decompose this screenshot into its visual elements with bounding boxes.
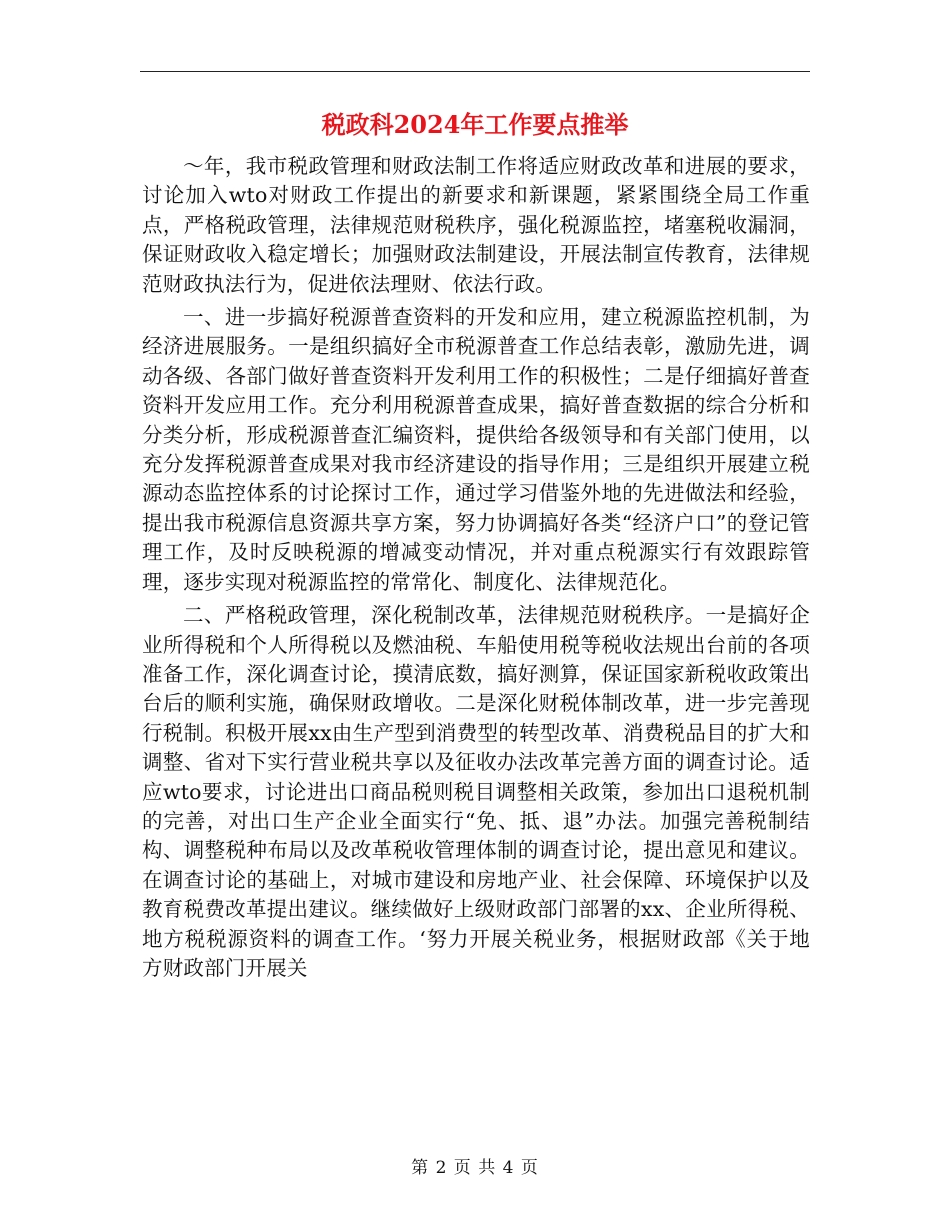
document-body	[142, 152, 810, 983]
paragraph-intro: ～年，我市税政管理和财政法制工作将适应财政改革和进展的要求，讨论加入wto对财政工作提出的新要求和新课题，紧紧围绕全局工作重点，严格税政管理，法律规范财税秩序，强化税源监控，堵塞税收漏洞，保证财政收入稳定增长；加强财政法制建设，开展法制宣传教育，法律规范财政执法行为，促进依法理财、依法行政。	[142, 154, 810, 296]
page-number-footer: 第 2 页 共 4 页	[411, 1158, 539, 1178]
paragraph-section-2: 二、严格税政管理，深化税制改革，法律规范财税秩序。一是搞好企业所得税和个人所得税以及燃油税、车船使用税等税收法规出台前的各项准备工作，深化调查讨论，摸清底数，搞好测算，保证国家新税收政策出台后的顺利实施，确保财政增收。二是深化财税体制改革，进一步完善现行税制。积极开展xx由生产型到消费型的转型改革、消费税品目的扩大和调整、省对下实行营业税共享以及征收办法改革完善方面的调查讨论。适应wto要求，讨论进出口商品税则税目调整相关政策，参加出口退税机制的完善，对出口生产企业全面实行“免、抵、退”办法。加强完善税制结构、调整税种布局以及改革税收管理体制的调查讨论，提出意见和建议。在调查讨论的基础上，对城市建设和房地产业、社会保障、环境保护以及教育税费改革提出建议。继续做好上级财政部门部署的xx、企业所得税、地方税税源资料的调查工作。‘努力开展关税业务，根据财政部《关于地方财政部门开展关	[142, 603, 810, 980]
header-rule	[140, 71, 810, 72]
document-title: 税政科2024年工作要点推举	[321, 110, 629, 139]
paragraph-section-1: 一、进一步搞好税源普查资料的开发和应用，建立税源监控机制，为经济进展服务。一是组织搞好全市税源普查工作总结表彰，激励先进，调动各级、各部门做好普查资料开发利用工作的积极性；二是仔细搞好普查资料开发应用工作。充分利用税源普查成果，搞好普查数据的综合分析和分类分析，形成税源普查汇编资料，提供给各级领导和有关部门使用，以充分发挥税源普查成果对我市经济建设的指导作用；三是组织开展建立税源动态监控体系的讨论探讨工作，通过学习借鉴外地的先进做法和经验，提出我市税源信息资源共享方案，努力协调搞好各类“经济户口”的登记管理工作，及时反映税源的增减变动情况，并对重点税源实行有效跟踪管理，逐步实现对税源监控的常常化、制度化、法律规范化。	[142, 305, 810, 594]
